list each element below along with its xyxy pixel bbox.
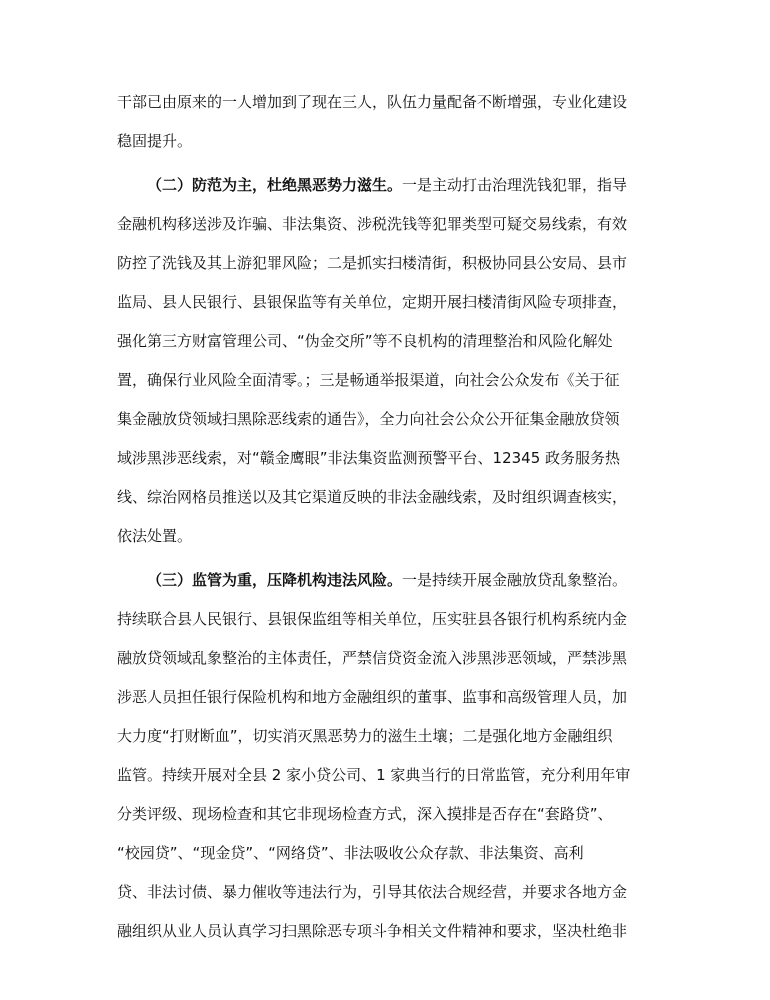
paragraph-2-line-5: 强化第三方财富管理公司、“伪金交所”等不良机构的清理整治和风险化解处 <box>117 332 613 350</box>
paragraph-1-line-1: 干部已由原来的一人增加到了现在三人，队伍力量配备不断增强，专业化建设 <box>117 93 628 111</box>
paragraph-3-line-3: 融放贷领域乱象整治的主体责任，严禁信贷资金流入涉黑涉恶领域，严禁涉黑 <box>117 649 628 667</box>
paragraph-2-line-4: 监局、县人民银行、县银保监等有关单位，定期开展扫楼清街风险专项排查， <box>117 293 628 311</box>
paragraph-2-line-10: 依法处置。 <box>117 527 193 545</box>
section-heading-2: （二）防范为主，杜绝黑恶势力滋生。 <box>147 176 403 194</box>
paragraph-3-first-line-text: 一是持续开展金融放贷乱象整治。 <box>402 571 628 589</box>
paragraph-2-line-9: 线、综治网格员推送以及其它渠道反映的非法金融线索，及时组织调查核实， <box>117 488 628 506</box>
section-heading-3: （三）监管为重，压降机构违法风险。 <box>147 571 403 589</box>
paragraph-3-line-8: “校园贷”、“现金贷”、“网络贷”、非法吸收公众存款、非法集资、高利 <box>117 844 584 862</box>
paragraph-3-line-10: 融组织从业人员认真学习扫黑除恶专项斗争相关文件精神和要求，坚决杜绝非 <box>117 922 628 940</box>
paragraph-2-line-2: 金融机构移送涉及诈骗、非法集资、涉税洗钱等犯罪类型可疑交易线索，有效 <box>117 215 628 233</box>
paragraph-3-line-9: 贷、非法讨债、暴力催收等违法行为，引导其依法合规经营，并要求各地方金 <box>117 883 628 901</box>
paragraph-2-line-7: 集金融放贷领域扫黑除恶线索的通告》，全力向社会公众公开征集金融放贷领 <box>117 410 620 428</box>
paragraph-2-first-line-text: 一是主动打击治理洗钱犯罪，指导 <box>402 176 628 194</box>
paragraph-2-first-line <box>147 175 627 195</box>
paragraph-1-line-2: 稳固提升。 <box>117 132 193 150</box>
paragraph-3-line-2: 持续联合县人民银行、县银保监组等相关单位，压实驻县各银行机构系统内金 <box>117 610 628 628</box>
paragraph-3-first-line <box>147 570 627 590</box>
paragraph-3-line-6: 监管。持续开展对全县 2 家小贷公司、1 家典当行的日常监管，充分利用年审 <box>117 766 631 784</box>
paragraph-3-line-4: 涉恶人员担任银行保险机构和地方金融组织的董事、监事和高级管理人员，加 <box>117 688 628 706</box>
paragraph-2-line-8: 域涉黑涉恶线索，对“赣金鹰眼”非法集资监测预警平台、12345 政务服务热 <box>117 449 621 467</box>
paragraph-2-line-6: 置，确保行业风险全面清零。；三是畅通举报渠道，向社会公众发布《关于征 <box>117 371 620 389</box>
paragraph-3-line-7: 分类评级、现场检查和其它非现场检查方式，深入摸排是否存在“套路贷”、 <box>117 805 613 823</box>
paragraph-3-line-5: 大力度“打财断血”，切实消灭黑恶势力的滋生土壤；二是强化地方金融组织 <box>117 727 613 745</box>
paragraph-2-line-3: 防控了洗钱及其上游犯罪风险；二是抓实扫楼清街，积极协同县公安局、县市 <box>117 254 628 272</box>
